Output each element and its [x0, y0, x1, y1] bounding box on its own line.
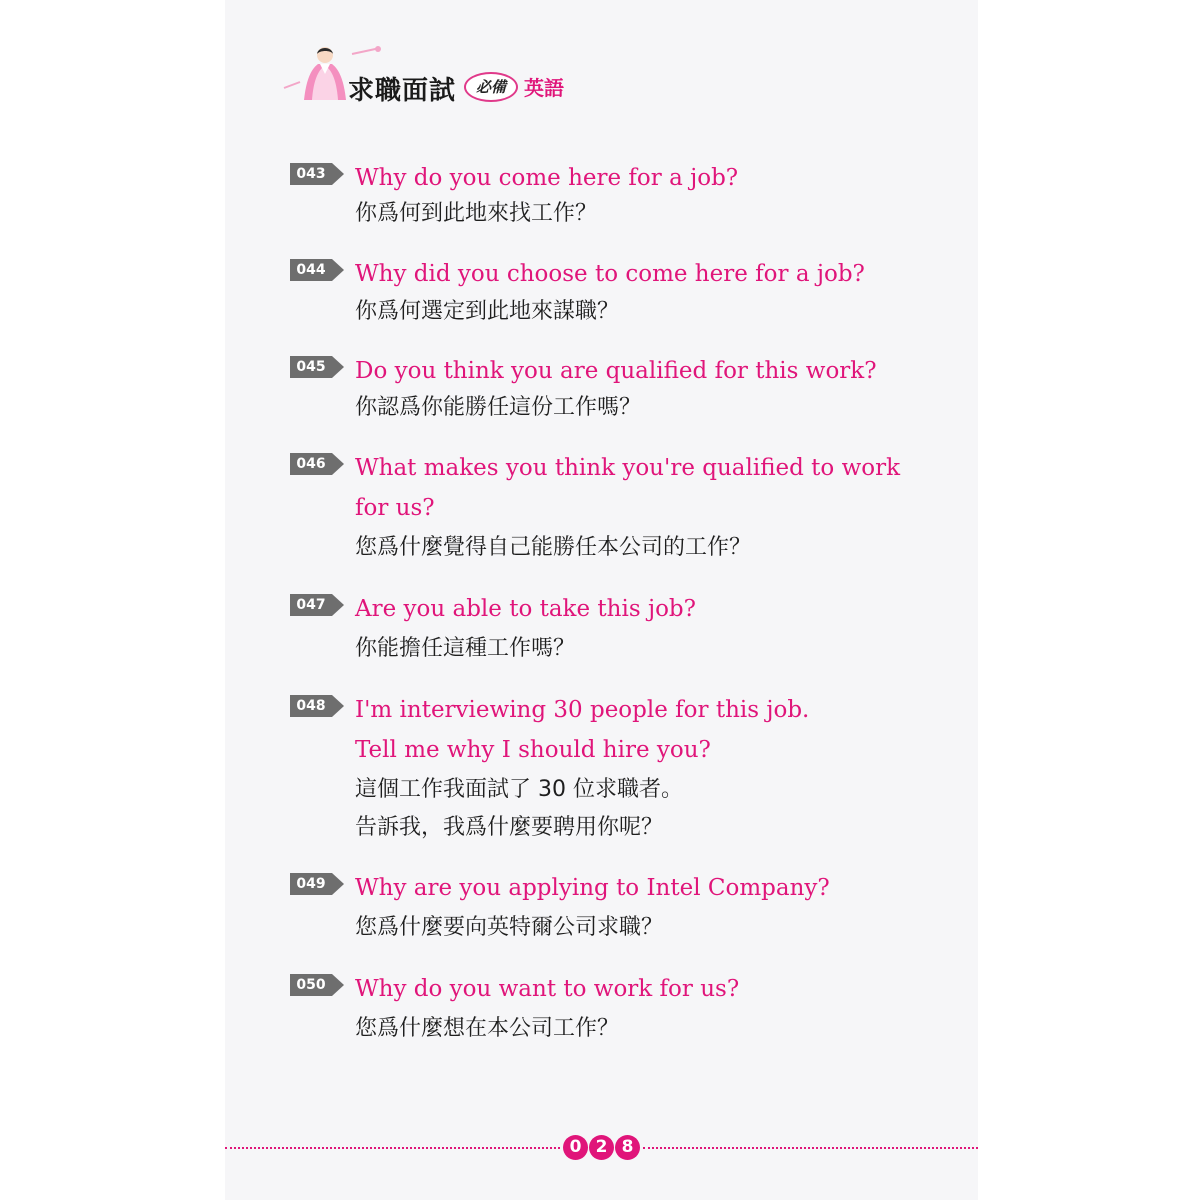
chinese-translation: 你爲何選定到此地來謀職？	[355, 299, 620, 324]
entry-number: 043	[296, 166, 326, 182]
english-phrase: Do you think you are qualified for this work?	[355, 358, 877, 384]
chinese-translation-continued: 告訴我，我爲什麼要聘用你呢？	[355, 815, 664, 840]
english-phrase-continued: Tell me why I should hire you?	[355, 737, 711, 763]
chinese-translation: 你認爲你能勝任這份工作嗎？	[355, 395, 642, 420]
page-footer	[225, 1134, 978, 1162]
entry-number-tag	[290, 163, 344, 185]
entry-number: 048	[296, 698, 326, 714]
book-subtitle: 英語	[524, 76, 564, 100]
entry-number: 050	[296, 977, 326, 993]
english-phrase: Why are you applying to Intel Company?	[355, 875, 830, 901]
entry-number-tag	[290, 695, 344, 717]
chinese-translation: 您爲什麼覺得自己能勝任本公司的工作？	[355, 535, 752, 560]
entry-number: 044	[296, 262, 326, 278]
page-header	[282, 42, 702, 112]
page-number-digit: 0	[563, 1135, 588, 1160]
footer-dotted-rule-right	[643, 1147, 978, 1149]
entry-number: 045	[296, 359, 326, 375]
entry-number-tag	[290, 594, 344, 616]
english-phrase: Why did you choose to come here for a job?	[355, 261, 865, 287]
page-number	[563, 1134, 641, 1162]
chinese-translation: 您爲什麼要向英特爾公司求職？	[355, 915, 664, 940]
book-title: 求職面試	[348, 76, 457, 106]
english-phrase: What makes you think you're qualified to work	[355, 455, 901, 481]
chinese-translation: 您爲什麼想在本公司工作？	[355, 1016, 620, 1041]
title-badge: 必備	[464, 72, 518, 102]
english-phrase: Why do you come here for a job?	[355, 165, 739, 191]
chinese-translation: 這個工作我面試了 30 位求職者。	[355, 777, 683, 802]
entry-number-tag	[290, 873, 344, 895]
chinese-translation: 你能擔任這種工作嗎？	[355, 636, 576, 661]
english-phrase: Why do you want to work for us?	[355, 976, 740, 1002]
entry-number: 047	[296, 597, 326, 613]
entry-number-tag	[290, 259, 344, 281]
entry-number-tag	[290, 453, 344, 475]
entry-number: 046	[296, 456, 326, 472]
page-number-digit: 8	[615, 1135, 640, 1160]
entry-number-tag	[290, 974, 344, 996]
english-phrase: Are you able to take this job?	[355, 596, 696, 622]
entry-number: 049	[296, 876, 326, 892]
footer-dotted-rule-left	[225, 1147, 560, 1149]
page-number-digit: 2	[589, 1135, 614, 1160]
chinese-translation: 你爲何到此地來找工作？	[355, 201, 598, 226]
entry-number-tag	[290, 356, 344, 378]
english-phrase-continued: for us?	[355, 495, 435, 521]
english-phrase: I'm interviewing 30 people for this job.	[355, 697, 810, 723]
